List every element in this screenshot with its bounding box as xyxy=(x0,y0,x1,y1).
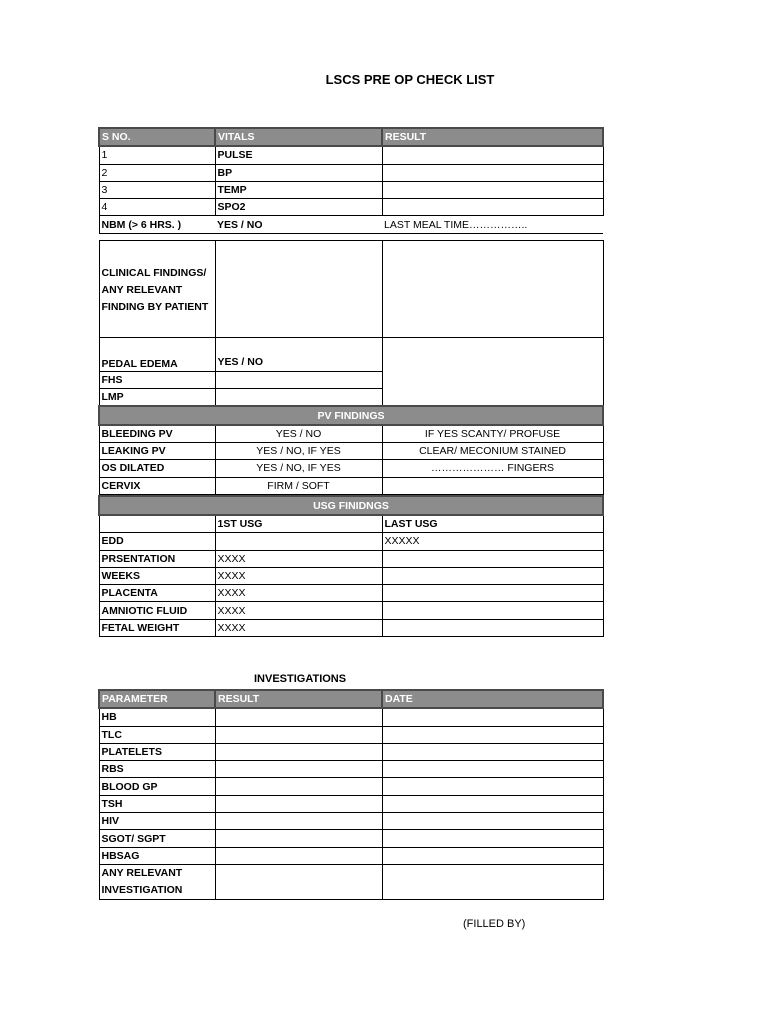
table-row xyxy=(99,585,603,602)
first-usg-cell[interactable]: XXXX xyxy=(215,550,382,567)
parameter-line: INVESTIGATION xyxy=(101,883,183,896)
pv-extra[interactable]: IF YES SCANTY/ PROFUSE xyxy=(382,425,603,443)
vitals-header: VITALS xyxy=(215,128,382,146)
vital-name: TEMP xyxy=(215,181,382,198)
last-usg-header: LAST USG xyxy=(382,515,603,533)
table-row xyxy=(99,442,603,459)
result-field[interactable] xyxy=(215,726,382,743)
investigations-header-row xyxy=(99,690,603,708)
first-usg-cell[interactable]: XXXX xyxy=(215,585,382,602)
pv-label: OS DILATED xyxy=(99,460,215,477)
page-title: LSCS PRE OP CHECK LIST xyxy=(325,72,495,87)
clinical-findings-field[interactable] xyxy=(215,240,382,337)
parameter-name: HB xyxy=(99,708,215,726)
parameter-name: HBSAG xyxy=(99,847,215,864)
table-row xyxy=(99,602,603,619)
fhs-field[interactable] xyxy=(215,371,382,388)
result-field[interactable] xyxy=(215,778,382,795)
clinical-findings-row xyxy=(99,240,603,337)
first-usg-cell[interactable]: XXXX xyxy=(215,602,382,619)
parameter-name: RBS xyxy=(99,761,215,778)
pv-heading-row xyxy=(99,406,603,424)
vital-name: SPO2 xyxy=(215,199,382,216)
investigations-title: INVESTIGATIONS xyxy=(254,673,347,685)
parameter-header: PARAMETER xyxy=(99,690,215,708)
clinical-findings-extra-field[interactable] xyxy=(382,240,603,337)
usg-label: FETAL WEIGHT xyxy=(99,619,215,636)
result-field[interactable] xyxy=(215,847,382,864)
table-row xyxy=(99,864,603,899)
result-header: RESULT xyxy=(215,690,382,708)
usg-column-row xyxy=(99,515,603,533)
parameter-name: SGOT/ SGPT xyxy=(99,830,215,847)
date-field[interactable] xyxy=(382,847,603,864)
date-field[interactable] xyxy=(382,795,603,812)
pedal-edema-options[interactable]: YES / NO xyxy=(215,337,382,371)
table-row xyxy=(99,743,603,760)
vital-name: PULSE xyxy=(215,146,382,164)
parameter-name: TSH xyxy=(99,795,215,812)
table-row xyxy=(99,199,603,216)
filled-by-label: (FILLED BY) xyxy=(463,918,526,930)
vital-result-field[interactable] xyxy=(382,181,603,198)
usg-table xyxy=(98,495,604,637)
usg-label: WEEKS xyxy=(99,567,215,584)
parameter-name: HIV xyxy=(99,813,215,830)
nbm-options[interactable]: YES / NO xyxy=(215,216,382,233)
pv-extra[interactable]: CLEAR/ MECONIUM STAINED xyxy=(382,442,603,459)
table-row xyxy=(99,550,603,567)
table-row xyxy=(99,761,603,778)
first-usg-cell[interactable]: XXXX xyxy=(215,567,382,584)
table-row xyxy=(99,181,603,198)
sno-cell: 4 xyxy=(99,199,215,216)
last-usg-cell[interactable] xyxy=(382,585,603,602)
usg-label: AMNIOTIC FLUID xyxy=(99,602,215,619)
table-row xyxy=(99,778,603,795)
clinical-label-line: FINDING BY PATIENT xyxy=(101,300,209,313)
vitals-header-row xyxy=(99,128,603,146)
table-row xyxy=(99,830,603,847)
date-field[interactable] xyxy=(382,726,603,743)
pedal-edema-label: PEDAL EDEMA xyxy=(99,337,215,371)
pv-options[interactable]: YES / NO, IF YES xyxy=(215,460,382,477)
pv-extra[interactable] xyxy=(382,477,603,494)
parameter-name xyxy=(99,864,215,899)
date-field[interactable] xyxy=(382,761,603,778)
vital-result-field[interactable] xyxy=(382,164,603,181)
usg-label: EDD xyxy=(99,533,215,550)
pv-extra[interactable]: ………………… FINGERS xyxy=(382,460,603,477)
first-usg-header: 1ST USG xyxy=(215,515,382,533)
last-usg-cell[interactable]: XXXXX xyxy=(382,533,603,550)
first-usg-cell[interactable] xyxy=(215,533,382,550)
table-row xyxy=(99,533,603,550)
result-header: RESULT xyxy=(382,128,603,146)
vital-name: BP xyxy=(215,164,382,181)
table-row xyxy=(99,726,603,743)
parameter-name: BLOOD GP xyxy=(99,778,215,795)
result-field[interactable] xyxy=(215,813,382,830)
fhs-label: FHS xyxy=(99,371,215,388)
table-row xyxy=(99,460,603,477)
pedal-edema-row xyxy=(99,337,603,371)
pv-label: LEAKING PV xyxy=(99,442,215,459)
date-field[interactable] xyxy=(382,708,603,726)
last-usg-cell[interactable] xyxy=(382,567,603,584)
pv-label: BLEEDING PV xyxy=(99,425,215,443)
nbm-label: NBM (> 6 HRS. ) xyxy=(99,216,215,233)
result-field[interactable] xyxy=(215,864,382,899)
usg-findings-heading: USG FINIDNGS xyxy=(99,496,603,515)
table-row xyxy=(99,795,603,812)
table-row xyxy=(99,477,603,494)
nbm-row xyxy=(99,216,603,233)
usg-blank-header xyxy=(99,515,215,533)
lmp-field[interactable] xyxy=(215,389,382,407)
table-row xyxy=(99,619,603,636)
usg-heading-row xyxy=(99,496,603,515)
table-row xyxy=(99,425,603,443)
pv-options[interactable]: FIRM / SOFT xyxy=(215,477,382,494)
parameter-name: PLATELETS xyxy=(99,743,215,760)
table-row xyxy=(99,146,603,164)
result-field[interactable] xyxy=(215,830,382,847)
pedal-fhs-lmp-blank xyxy=(382,337,603,406)
first-usg-cell[interactable]: XXXX xyxy=(215,619,382,636)
pv-options[interactable]: YES / NO, IF YES xyxy=(215,442,382,459)
spacer-row xyxy=(99,233,603,240)
lmp-label: LMP xyxy=(99,389,215,407)
vital-result-field[interactable] xyxy=(382,146,603,164)
sno-cell: 1 xyxy=(99,146,215,164)
result-field[interactable] xyxy=(215,708,382,726)
pv-options[interactable]: YES / NO xyxy=(215,425,382,443)
last-meal-time[interactable]: LAST MEAL TIME…………….. xyxy=(382,216,603,233)
investigations-table xyxy=(98,689,604,900)
usg-label: PRSENTATION xyxy=(99,550,215,567)
sno-header: S NO. xyxy=(99,128,215,146)
date-header: DATE xyxy=(382,690,603,708)
pv-label: CERVIX xyxy=(99,477,215,494)
table-row xyxy=(99,708,603,726)
result-field[interactable] xyxy=(215,743,382,760)
clinical-label-line: ANY RELEVANT xyxy=(101,283,183,296)
vital-result-field[interactable] xyxy=(382,199,603,216)
sno-cell: 3 xyxy=(99,181,215,198)
date-field[interactable] xyxy=(382,830,603,847)
table-row xyxy=(99,567,603,584)
parameter-line: ANY RELEVANT xyxy=(101,866,183,879)
clinical-label-line: CLINICAL FINDINGS/ xyxy=(101,266,207,279)
sno-cell: 2 xyxy=(99,164,215,181)
table-row xyxy=(99,164,603,181)
table-row xyxy=(99,847,603,864)
last-usg-cell[interactable] xyxy=(382,550,603,567)
last-usg-cell[interactable] xyxy=(382,619,603,636)
vitals-table xyxy=(98,127,604,495)
result-field[interactable] xyxy=(215,761,382,778)
date-field[interactable] xyxy=(382,864,603,899)
parameter-name: TLC xyxy=(99,726,215,743)
table-row xyxy=(99,813,603,830)
date-field[interactable] xyxy=(382,778,603,795)
result-field[interactable] xyxy=(215,795,382,812)
date-field[interactable] xyxy=(382,743,603,760)
last-usg-cell[interactable] xyxy=(382,602,603,619)
clinical-findings-label xyxy=(99,240,215,337)
usg-label: PLACENTA xyxy=(99,585,215,602)
date-field[interactable] xyxy=(382,813,603,830)
pv-findings-heading: PV FINDINGS xyxy=(99,406,603,424)
